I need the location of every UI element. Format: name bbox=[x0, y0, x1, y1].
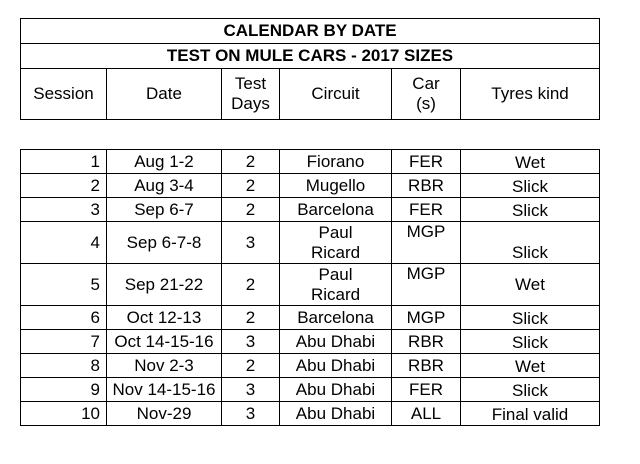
cell-test-days: 3 bbox=[222, 402, 280, 426]
cell-car: MGP bbox=[392, 222, 461, 264]
col-header-circuit: Circuit bbox=[280, 69, 392, 120]
cell-circuit: Barcelona bbox=[280, 198, 392, 222]
table-row bbox=[21, 306, 600, 330]
col-header-car bbox=[392, 69, 461, 120]
table-row bbox=[21, 264, 600, 306]
cell-car: MGP bbox=[392, 264, 461, 306]
cell-tyres: Slick bbox=[461, 378, 600, 402]
cell-date: Sep 6-7-8 bbox=[107, 222, 222, 264]
cell-car: RBR bbox=[392, 330, 461, 354]
cell-tyres: Wet bbox=[461, 150, 600, 174]
cell-date: Sep 21-22 bbox=[107, 264, 222, 306]
header-table bbox=[20, 18, 600, 120]
cell-session: 4 bbox=[21, 222, 107, 264]
table-row bbox=[21, 330, 600, 354]
cell-test-days: 3 bbox=[222, 330, 280, 354]
cell-circuit: Abu Dhabi bbox=[280, 378, 392, 402]
cell-test-days: 2 bbox=[222, 264, 280, 306]
cell-car: FER bbox=[392, 150, 461, 174]
calendar-title: CALENDAR BY DATE bbox=[21, 19, 600, 44]
cell-circuit-line1: Paul bbox=[318, 222, 353, 242]
cell-session: 1 bbox=[21, 150, 107, 174]
cell-test-days: 2 bbox=[222, 306, 280, 330]
col-header-car-line2: (s) bbox=[416, 94, 436, 113]
col-header-tyres: Tyres kind bbox=[461, 69, 600, 120]
cell-car: ALL bbox=[392, 402, 461, 426]
col-header-test-days-line1: Test bbox=[234, 74, 267, 93]
cell-date: Nov 14-15-16 bbox=[107, 378, 222, 402]
cell-car: FER bbox=[392, 378, 461, 402]
cell-test-days: 2 bbox=[222, 174, 280, 198]
cell-circuit bbox=[280, 222, 392, 264]
cell-tyres: Slick bbox=[461, 330, 600, 354]
table-row bbox=[21, 150, 600, 174]
cell-circuit: Abu Dhabi bbox=[280, 402, 392, 426]
cell-date: Aug 3-4 bbox=[107, 174, 222, 198]
table-row bbox=[21, 198, 600, 222]
cell-circuit bbox=[280, 264, 392, 306]
col-header-date: Date bbox=[107, 69, 222, 120]
cell-tyres: Wet bbox=[461, 264, 600, 306]
cell-circuit: Abu Dhabi bbox=[280, 354, 392, 378]
cell-tyres: Final valid bbox=[461, 402, 600, 426]
cell-test-days: 2 bbox=[222, 354, 280, 378]
cell-date: Nov 2-3 bbox=[107, 354, 222, 378]
cell-circuit: Mugello bbox=[280, 174, 392, 198]
cell-session: 6 bbox=[21, 306, 107, 330]
cell-car: FER bbox=[392, 198, 461, 222]
col-header-test-days bbox=[222, 69, 280, 120]
table-row bbox=[21, 402, 600, 426]
cell-car: RBR bbox=[392, 174, 461, 198]
table-row bbox=[21, 378, 600, 402]
cell-car: MGP bbox=[392, 306, 461, 330]
cell-circuit: Fiorano bbox=[280, 150, 392, 174]
table-row bbox=[21, 222, 600, 264]
cell-date: Sep 6-7 bbox=[107, 198, 222, 222]
col-header-car-line1: Car bbox=[412, 74, 440, 93]
cell-session: 3 bbox=[21, 198, 107, 222]
cell-circuit-line2: Ricard bbox=[310, 284, 361, 304]
cell-session: 10 bbox=[21, 402, 107, 426]
cell-date: Oct 14-15-16 bbox=[107, 330, 222, 354]
cell-test-days: 2 bbox=[222, 150, 280, 174]
test-subtitle: TEST ON MULE CARS - 2017 SIZES bbox=[21, 44, 600, 69]
cell-tyres: Wet bbox=[461, 354, 600, 378]
cell-circuit-line2: Ricard bbox=[310, 242, 361, 262]
cell-date: Oct 12-13 bbox=[107, 306, 222, 330]
cell-date: Aug 1-2 bbox=[107, 150, 222, 174]
cell-test-days: 2 bbox=[222, 198, 280, 222]
cell-circuit-line1: Paul bbox=[318, 264, 353, 284]
cell-session: 2 bbox=[21, 174, 107, 198]
cell-tyres: Slick bbox=[461, 198, 600, 222]
cell-session: 9 bbox=[21, 378, 107, 402]
cell-car: RBR bbox=[392, 354, 461, 378]
cell-date: Nov-29 bbox=[107, 402, 222, 426]
cell-circuit: Barcelona bbox=[280, 306, 392, 330]
table-row bbox=[21, 174, 600, 198]
col-header-session: Session bbox=[21, 69, 107, 120]
cell-session: 7 bbox=[21, 330, 107, 354]
cell-circuit: Abu Dhabi bbox=[280, 330, 392, 354]
col-header-test-days-line2: Days bbox=[231, 94, 270, 113]
cell-session: 5 bbox=[21, 264, 107, 306]
cell-session: 8 bbox=[21, 354, 107, 378]
cell-tyres: Slick bbox=[461, 222, 600, 264]
sessions-table bbox=[20, 149, 600, 426]
cell-tyres: Slick bbox=[461, 306, 600, 330]
cell-tyres: Slick bbox=[461, 174, 600, 198]
cell-test-days: 3 bbox=[222, 222, 280, 264]
table-row bbox=[21, 354, 600, 378]
cell-test-days: 3 bbox=[222, 378, 280, 402]
